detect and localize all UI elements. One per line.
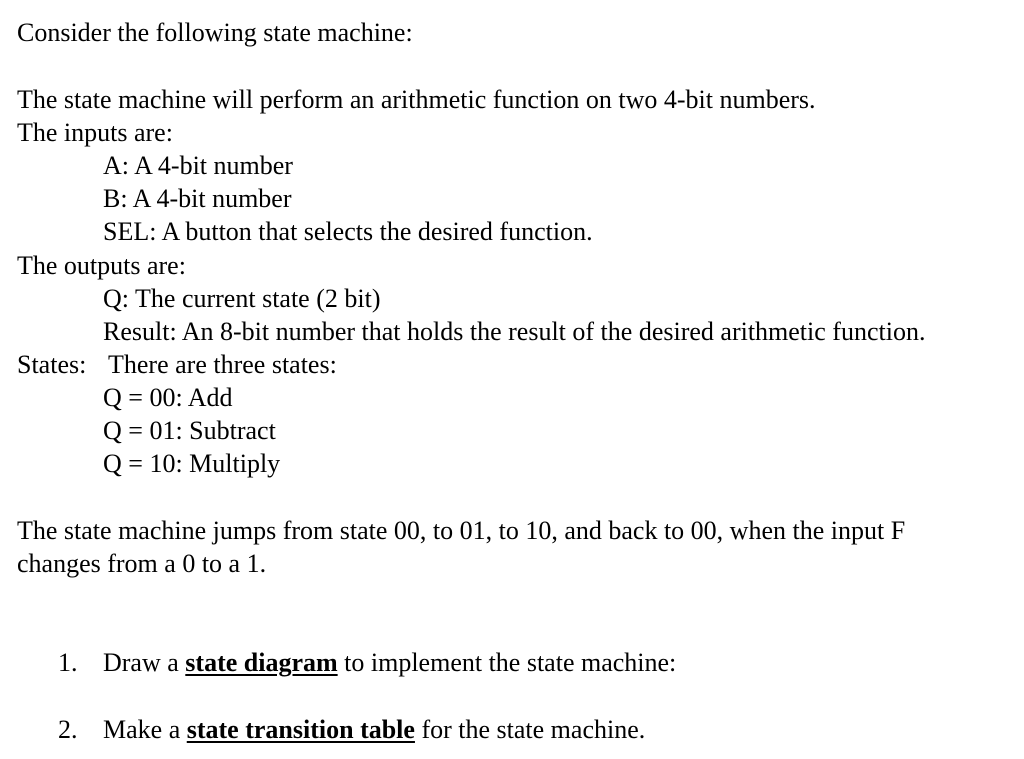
transition-line-1: The state machine jumps from state 00, to 01, to 10, and back to 00, when the input F	[17, 516, 906, 545]
task-emphasis: state transition table	[186, 715, 415, 744]
state-item-add: Q = 00: Add	[103, 383, 233, 412]
inputs-heading: The inputs are:	[17, 118, 173, 147]
task-emphasis: state diagram	[185, 648, 338, 677]
task-text-after: to implement the state machine:	[337, 648, 677, 677]
input-item-sel: SEL: A button that selects the desired function.	[103, 217, 593, 246]
output-item-result: Result: An 8-bit number that holds the result of the desired arithmetic function.	[103, 317, 926, 346]
input-item-a: A: A 4-bit number	[103, 151, 293, 180]
states-heading: There are three states:	[108, 350, 337, 379]
state-item-multiply: Q = 10: Multiply	[103, 449, 281, 478]
intro-text: Consider the following state machine:	[17, 18, 413, 47]
task-text-after: for the state machine.	[414, 715, 646, 744]
task-number: 1.	[58, 648, 78, 677]
task-item-2	[58, 717, 645, 743]
task-number: 2.	[58, 715, 78, 744]
description-line: The state machine will perform an arithmetic function on two 4-bit numbers.	[17, 85, 816, 114]
states-row	[17, 352, 337, 378]
state-item-subtract: Q = 01: Subtract	[103, 416, 276, 445]
states-label: States:	[17, 350, 87, 379]
output-item-q: Q: The current state (2 bit)	[103, 284, 381, 313]
input-item-b: B: A 4-bit number	[103, 184, 292, 213]
task-item-1	[58, 650, 676, 676]
outputs-heading: The outputs are:	[17, 251, 186, 280]
task-text-before: Make a	[103, 715, 187, 744]
transition-line-2: changes from a 0 to a 1.	[17, 549, 267, 578]
task-text-before: Draw a	[103, 648, 186, 677]
